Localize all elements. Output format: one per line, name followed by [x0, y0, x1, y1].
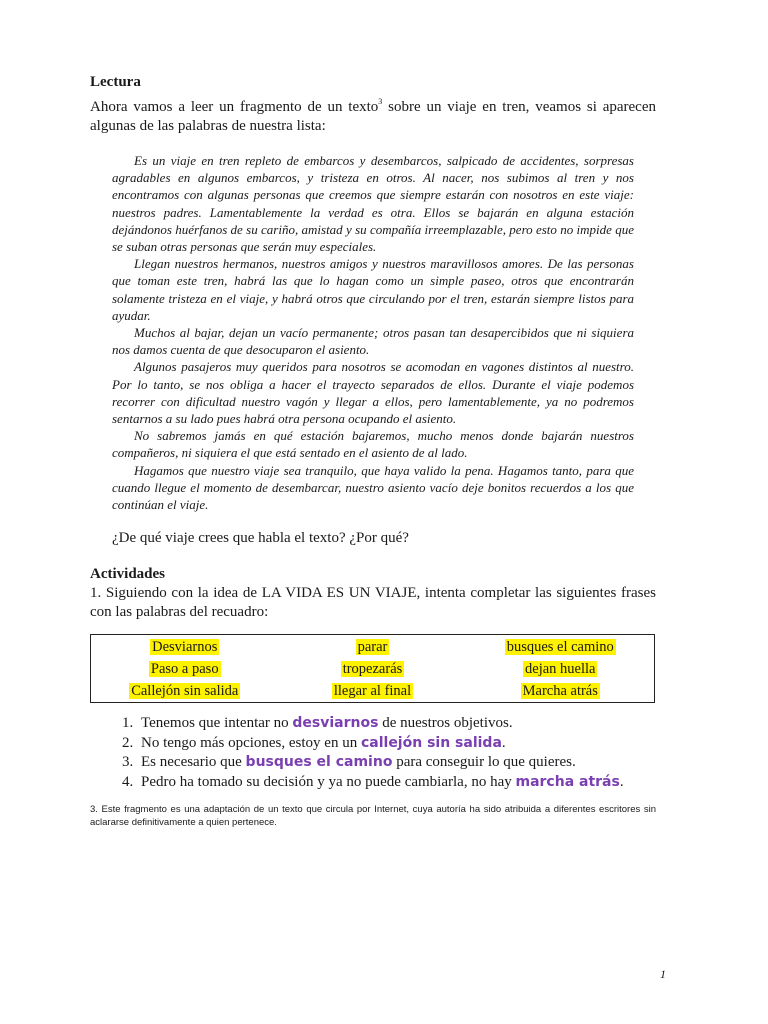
sentence-text: . [501, 734, 506, 751]
word-box-cell [91, 635, 279, 659]
word-box-row [91, 658, 655, 680]
word-box [90, 634, 655, 703]
answer-word: callejón sin salida [360, 734, 502, 751]
reading-question: ¿De qué viaje crees que habla el texto? ¿Por qué? [112, 530, 409, 547]
highlighted-word: Desviarnos [152, 638, 218, 655]
excerpt-paragraph: Muchos al bajar, dejan un vacío permanente; otros pasan tan desapercibidos que ni siquiera nos damos cuenta de que desocuparon el asiento. [112, 325, 634, 358]
footnote-ref[interactable]: 3 [378, 97, 383, 106]
reading-excerpt [112, 152, 634, 513]
page-content [90, 72, 656, 829]
word-box-cell [279, 680, 467, 703]
word-box-cell [91, 680, 279, 703]
activity-instruction: 1. Siguiendo con la idea de LA VIDA ES UN VIAJE, intenta completar las siguientes frases con las palabras del recuadro: [90, 585, 656, 621]
sentence-text: Es necesario que [141, 754, 246, 771]
word-box-cell [91, 658, 279, 680]
highlighted-word: busques el camino [506, 638, 614, 655]
highlighted-word: Marcha atrás [522, 682, 598, 699]
highlighted-word: tropezarás [342, 660, 403, 677]
section-title-lectura: Lectura [90, 74, 141, 90]
word-box-cell [279, 658, 467, 680]
sentence-item [137, 734, 656, 754]
intro-text-cont: sobre un viaje en tren, veamos si aparecen algunas de las palabras de nuestra lista: [90, 99, 656, 134]
highlighted-word: Paso a paso [150, 660, 219, 677]
answer-word: desviarnos [292, 715, 379, 732]
sentence-item [137, 753, 656, 773]
highlighted-word: parar [357, 638, 388, 655]
intro-paragraph [90, 92, 656, 136]
sentence-text: para conseguir lo que quieres. [392, 754, 576, 771]
sentence-list [90, 714, 656, 792]
sentence-text: Tenemos que intentar no [141, 715, 293, 732]
excerpt-paragraph: Llegan nuestros hermanos, nuestros amigos y nuestros maravillosos amores. De las personas que toman este tren, habrá las que lo hagan como un simple paseo, otros que encontrarán solamente tristeza en el viaje, y habrá otros que circulando por el tren, estarán siempre listos para ayudar. [112, 256, 634, 323]
word-box-row [91, 680, 655, 703]
excerpt-paragraph: Hagamos que nuestro viaje sea tranquilo, que haya valido la pena. Hagamos tanto, para que cuando llegue el momento de desembarcar, nuestro asiento vacío deje bonitos recuerdos a los que continúan el viaje. [112, 462, 634, 513]
excerpt-paragraph: Algunos pasajeros muy queridos para nosotros se acomodan en vagones distintos al nuestro. Por lo tanto, se nos obliga a hacer el trayecto separados de ellos. Durante el viaje podemos recorrer con dificultad nuestro vagón y llegar a ellos, pero lamentablemente, ya no podremos sentarnos a su lado pues habrá otra persona ocupando el asiento. [112, 359, 634, 427]
word-box-cell [467, 680, 655, 703]
sentence-text: Pedro ha tomado su decisión y ya no puede cambiarla, no hay [141, 773, 516, 790]
sentence-text: . [619, 773, 624, 790]
intro-text: Ahora vamos a leer un fragmento de un texto [90, 99, 379, 115]
word-box-cell [279, 635, 467, 659]
sentence-text: No tengo más opciones, estoy en un [141, 734, 361, 751]
word-box-cell [467, 635, 655, 659]
sentence-item [137, 714, 656, 734]
page-number: 1 [660, 967, 666, 981]
highlighted-word: dejan huella [525, 660, 596, 677]
word-box-row [91, 635, 655, 659]
section-title-actividades: Actividades [90, 566, 165, 583]
answer-word: marcha atrás [515, 773, 620, 790]
highlighted-word: Callejón sin salida [131, 682, 239, 699]
excerpt-paragraph: Es un viaje en tren repleto de embarcos y desembarcos, salpicado de accidentes, sorpresas agradables en algunos embarcos, y tristeza en otros. Al nacer, nos subimos al tren y nos encontramos con algunas personas que creemos que siempre estarán con nosotros en este viaje: nuestros padres. Lamentablemente la verdad es otra. Ellos se bajarán en alguna estación dejándonos huérfanos de su cariño, amistad y su compañía irreemplazable, pero esto no impide que se suban otras personas que serán muy especiales. [112, 153, 634, 255]
answer-word: busques el camino [245, 754, 393, 771]
sentence-item [137, 773, 656, 793]
excerpt-paragraph: No sabremos jamás en qué estación bajaremos, mucho menos donde bajarán nuestros compañeros, ni siquiera el que está sentado en el asiento de al lado. [112, 428, 634, 461]
sentence-text: de nuestros objetivos. [378, 715, 513, 732]
highlighted-word: llegar al final [333, 682, 412, 699]
word-box-cell [467, 658, 655, 680]
footnote: 3. Este fragmento es una adaptación de un texto que circula por Internet, cuya autoría ha sido atribuida a diferentes escritores sin aclararse definitivamente a quien pertenece. [90, 804, 656, 829]
